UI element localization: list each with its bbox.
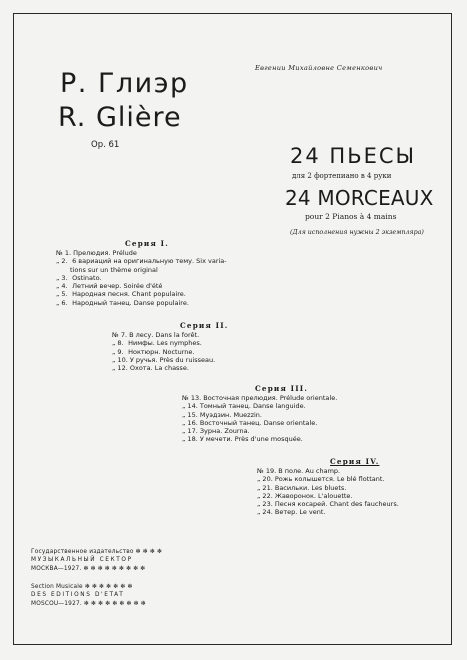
list-item: „ 24. Ветер. Le vent. bbox=[257, 508, 326, 517]
author-name-russian: Р. Глиэр bbox=[60, 68, 189, 99]
list-item: „ 12. Охота. La chasse. bbox=[112, 364, 189, 373]
author-name-latin: R. Glière bbox=[58, 102, 182, 133]
series-3-list bbox=[182, 394, 337, 444]
list-item: „ 10. У ручья. Près du ruisseau. bbox=[112, 355, 216, 364]
list-item: „ 20. Рожь колышется. Le blé flottant. bbox=[257, 475, 385, 484]
title-russian: 24 ПЬЕСЫ bbox=[290, 144, 417, 168]
performance-note: (Для исполнения нужны 2 экземпляра) bbox=[290, 229, 424, 236]
publisher-imprint-french bbox=[31, 583, 146, 608]
subtitle-french: pour 2 Pianos à 4 mains bbox=[305, 212, 397, 221]
list-item: „ 14. Томный танец. Danse languide. bbox=[182, 402, 306, 411]
list-item: „ 4. Летний вечер. Soirée d'été bbox=[56, 282, 163, 291]
series-3-title: Серия III. bbox=[255, 384, 309, 393]
list-item: „ 17. Зурна. Zourna. bbox=[182, 427, 250, 436]
opus-number: Op. 61 bbox=[91, 140, 120, 150]
subtitle-russian: для 2 фортепиано в 4 руки bbox=[292, 172, 392, 180]
list-item: № 13. Восточная прелюдия. Prélude orientale. bbox=[182, 394, 338, 402]
list-item: „ 22. Жаворонок. L'alouette. bbox=[257, 491, 353, 500]
title-french: 24 MORCEAUX bbox=[285, 186, 434, 210]
series-1-list bbox=[56, 249, 227, 307]
list-item: „ 3. Ostinato. bbox=[56, 273, 102, 282]
list-item: „ 16. Восточный танец. Danse orientale. bbox=[182, 418, 318, 427]
list-item: № 19. В поле. Au champ. bbox=[257, 467, 341, 475]
list-item: № 1. Прелюдия. Prélude bbox=[56, 249, 137, 257]
dedication: Евгении Михайловне Семенкович bbox=[255, 64, 383, 72]
series-4-title: Серия IV. bbox=[330, 457, 380, 466]
series-1-title: Серия I. bbox=[125, 239, 169, 248]
list-item: № 7. В лесу. Dans la forêt. bbox=[112, 331, 200, 339]
list-item: „ 8. Нимфы. Les nymphes. bbox=[112, 339, 202, 348]
publisher-ru-line-1: Государственное издательство ✻ ✻ ✻ ✻ bbox=[31, 549, 163, 555]
publisher-imprint-russian bbox=[31, 548, 162, 573]
publisher-fr-line-1: Section Musicale ✻ ✻ ✻ ✻ ✻ ✻ ✻ bbox=[31, 584, 133, 590]
series-4-list bbox=[257, 467, 399, 517]
series-2-title: Серия II. bbox=[180, 321, 229, 330]
list-item: „ 21. Васильки. Les bluets. bbox=[257, 483, 347, 492]
list-item: „ 23. Песня косарей. Chant des faucheurs. bbox=[257, 500, 399, 509]
list-item: „ 9. Ноктюрн. Nocturne. bbox=[112, 347, 195, 356]
series-2-list bbox=[112, 331, 215, 372]
publisher-ru-line-3: МОСКВА—1927. ✻ ✻ ✻ ✻ ✻ ✻ ✻ ✻ ✻ bbox=[31, 565, 146, 572]
list-item: „ 5. Народная песня. Chant populaire. bbox=[56, 290, 186, 299]
publisher-fr-line-3: MOSCOU—1927. ✻ ✻ ✻ ✻ ✻ ✻ ✻ ✻ ✻ bbox=[31, 600, 146, 607]
publisher-fr-line-2: DES EDITIONS D'ETAT bbox=[31, 592, 125, 599]
list-item: „ 2. 6 вариаций на оригинальную тему. Six varia- tions sur un thème original bbox=[56, 257, 227, 274]
list-item: „ 18. У мечети. Près d'une mosquée. bbox=[182, 435, 303, 444]
list-item: „ 15. Муэдзин. Muezzin. bbox=[182, 410, 262, 419]
publisher-ru-line-2: МУЗЫКАЛЬНЫЙ СЕКТОР bbox=[31, 557, 133, 564]
list-item: „ 6. Народный танец. Danse populaire. bbox=[56, 298, 189, 307]
